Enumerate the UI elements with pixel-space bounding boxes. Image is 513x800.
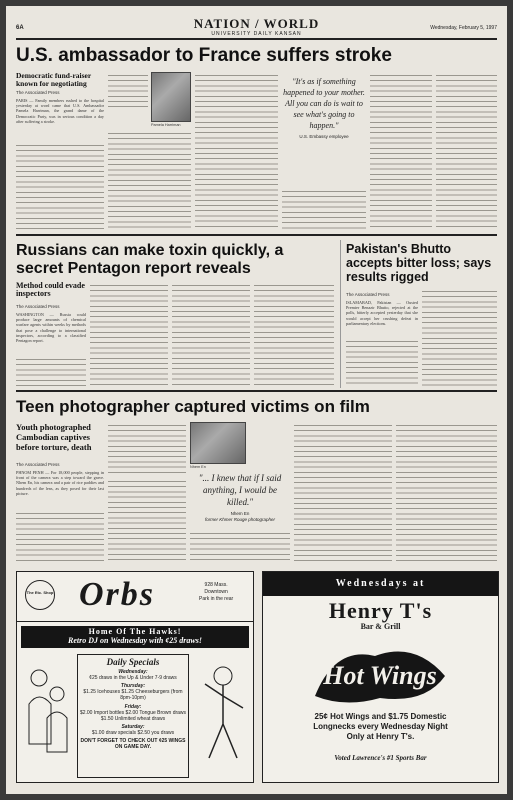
story3-lede: ISLAMABAD, Pakistan — Ousted Premier Benazir Bhutto, rejected at the polls, bitterly accepted yesterday that she would accept her crushing defeat in parliamentary elections.: [346, 300, 418, 326]
section-rule-1: [16, 234, 497, 236]
story1-quote-source: U.S. Embassy employee: [299, 134, 349, 139]
story3-body-col1: [346, 338, 418, 386]
story4-lede: PHNOM PENH — For 18,000 people, stepping in front of the camera was a step toward the grave. Nhem En, his camera and a pair of rice paddies and hundreds of the lens, as they posed for their last picture.: [16, 470, 104, 496]
story4-pull-quote: [190, 472, 290, 522]
orbs-address: [199, 582, 233, 603]
newspaper-page: [6, 6, 507, 794]
henrys-advertisement: [262, 571, 499, 783]
story4-byline: The Associated Press: [16, 462, 60, 467]
etc-shop-logo: The Etc. Shop: [25, 580, 55, 610]
orbs-banner-line1: Home Of The Hawks!: [88, 627, 182, 636]
orbs-banner: [21, 626, 249, 648]
henrys-subname: Bar & Grill: [360, 622, 401, 631]
orbs-advertisement: [16, 571, 254, 783]
henrys-offer-line2: Longnecks every Wednesday Night: [313, 722, 448, 731]
special-day: Friday:: [124, 703, 142, 710]
henrys-offer: [263, 712, 498, 742]
story4-body-col5: [396, 422, 497, 564]
story3-byline: The Associated Press: [346, 292, 390, 297]
story4-body-col2a: [108, 422, 186, 476]
column-divider: [340, 240, 341, 388]
harriman-photo: [151, 72, 191, 122]
story2-body-col4: [254, 282, 334, 386]
story4-quote-source: Nhem En: [230, 511, 250, 516]
henrys-logo-text: Henry T's: [328, 598, 433, 623]
special-text: $2.00 Import bottles $2.00 Tongue Brown draws $1.50 Unlimited wheat draws: [79, 709, 187, 722]
story2-body-col3: [172, 282, 250, 386]
publication-name: UNIVERSITY DAILY KANSAN: [211, 31, 302, 37]
special-text: $1.25 Icehouses $1.25 Cheeseburgers (from 8pm-10pm): [83, 689, 183, 702]
story4-quote-role: former Khmer Rouge photographer: [204, 517, 276, 522]
story1-deck: Democratic fund-raiser known for negotiating: [16, 71, 92, 88]
story3-body-col2: [422, 288, 497, 386]
story4-quote-text: "... I knew that if I said anything, I would be killed.": [198, 473, 282, 507]
daily-specials-box: [77, 654, 189, 778]
hot-wings-graphic: [305, 636, 455, 708]
special-day: Thursday:: [120, 683, 146, 690]
henrys-header: Wednesdays at: [263, 572, 498, 596]
story3-headline: Pakistan's Bhutto accepts bitter loss; says results rigged: [346, 242, 492, 284]
story2-headline: Russians can make toxin quickly, a secret Pentagon report reveals: [16, 242, 284, 277]
story1-body-col2b: [108, 130, 191, 230]
section-title: NATION / WORLD: [193, 16, 320, 31]
dancer-illustration-icon: [199, 662, 247, 762]
story1-body-col1: [16, 142, 104, 230]
story1-lede: PARIS — Family members rushed to the hospital yesterday at word came that U.S. Ambassador Pamela Harriman, the grand dame of the Democratic Party, was in serious condition a day after suffering a stroke.: [16, 98, 104, 124]
orbs-address-line2: Downtown: [204, 589, 228, 595]
story1-body-col3: [195, 72, 278, 230]
story2-deck: Method could evade inspectors: [16, 281, 85, 299]
people-illustration-icon: [25, 664, 69, 754]
orbs-address-line1: 928 Mass.: [204, 582, 228, 588]
story2-body-col1: [16, 356, 86, 386]
special-day: Saturday:: [121, 724, 145, 731]
story4-body-col1: [16, 510, 104, 564]
story1-body-col5: [370, 72, 432, 230]
orbs-ad-header: [17, 572, 253, 622]
story1-body-col2a: [108, 72, 148, 110]
henrys-tagline: Voted Lawrence's #1 Sports Bar: [334, 754, 427, 762]
special-text: $1.00 draw specials $2.50 you draws: [91, 730, 175, 737]
story4-body-col2b: [108, 478, 186, 564]
page-number: 6A: [16, 25, 24, 31]
story4-body-col4: [294, 422, 392, 564]
specials-cta: DON'T FORGET TO CHECK OUT ¢25 WINGS ON GAME DAY.: [80, 738, 186, 751]
story1-quote-text: "It's as if something happened to your mother. All you can do is wait to see what's going to happen.": [283, 77, 365, 130]
special-day: Wednesday:: [118, 669, 148, 675]
story2-lede: WASHINGTON — Russia could produce large amounts of chemical warfare agents within weeks by methods that pose a challenge to international inspectors, according to a classified Pentagon report.: [16, 312, 86, 344]
masthead: [16, 12, 497, 40]
story1-body-col6: [436, 72, 497, 230]
orbs-logo-text: Orbs: [79, 576, 156, 613]
henrys-offer-line3: Only at Henry T's.: [346, 732, 415, 741]
story4-headline: Teen photographer captured victims on film: [16, 397, 370, 416]
story2-byline: The Associated Press: [16, 304, 60, 309]
nhem-en-photo-caption: Nhem En: [190, 465, 206, 469]
henrys-offer-line1: 25¢ Hot Wings and $1.75 Domestic: [314, 712, 447, 721]
specials-title: Daily Specials: [106, 657, 160, 667]
story1-body-col4: [282, 188, 366, 230]
story4-deck: Youth photographed Cambodian captives before torture, death: [16, 422, 92, 452]
story4-body-col3: [190, 530, 290, 564]
nhem-en-photo: [190, 422, 246, 464]
harriman-photo-caption: Pamela Harriman: [151, 123, 181, 127]
story1-pull-quote: [282, 76, 366, 139]
story1-headline: U.S. ambassador to France suffers stroke: [16, 45, 392, 66]
orbs-address-line3: Park in the rear: [199, 596, 234, 602]
orbs-banner-line2: Retro DJ on Wednesday with ¢25 draws!: [68, 636, 202, 645]
special-text: ¢25 draws in the Up & Under 7-9 draws: [89, 675, 177, 681]
story2-body-col2: [90, 282, 168, 386]
section-rule-2: [16, 390, 497, 392]
issue-date: Wednesday, February 5, 1997: [430, 25, 497, 31]
story1-byline: The Associated Press: [16, 90, 60, 95]
hot-wings-text: Hot Wings: [323, 661, 437, 690]
